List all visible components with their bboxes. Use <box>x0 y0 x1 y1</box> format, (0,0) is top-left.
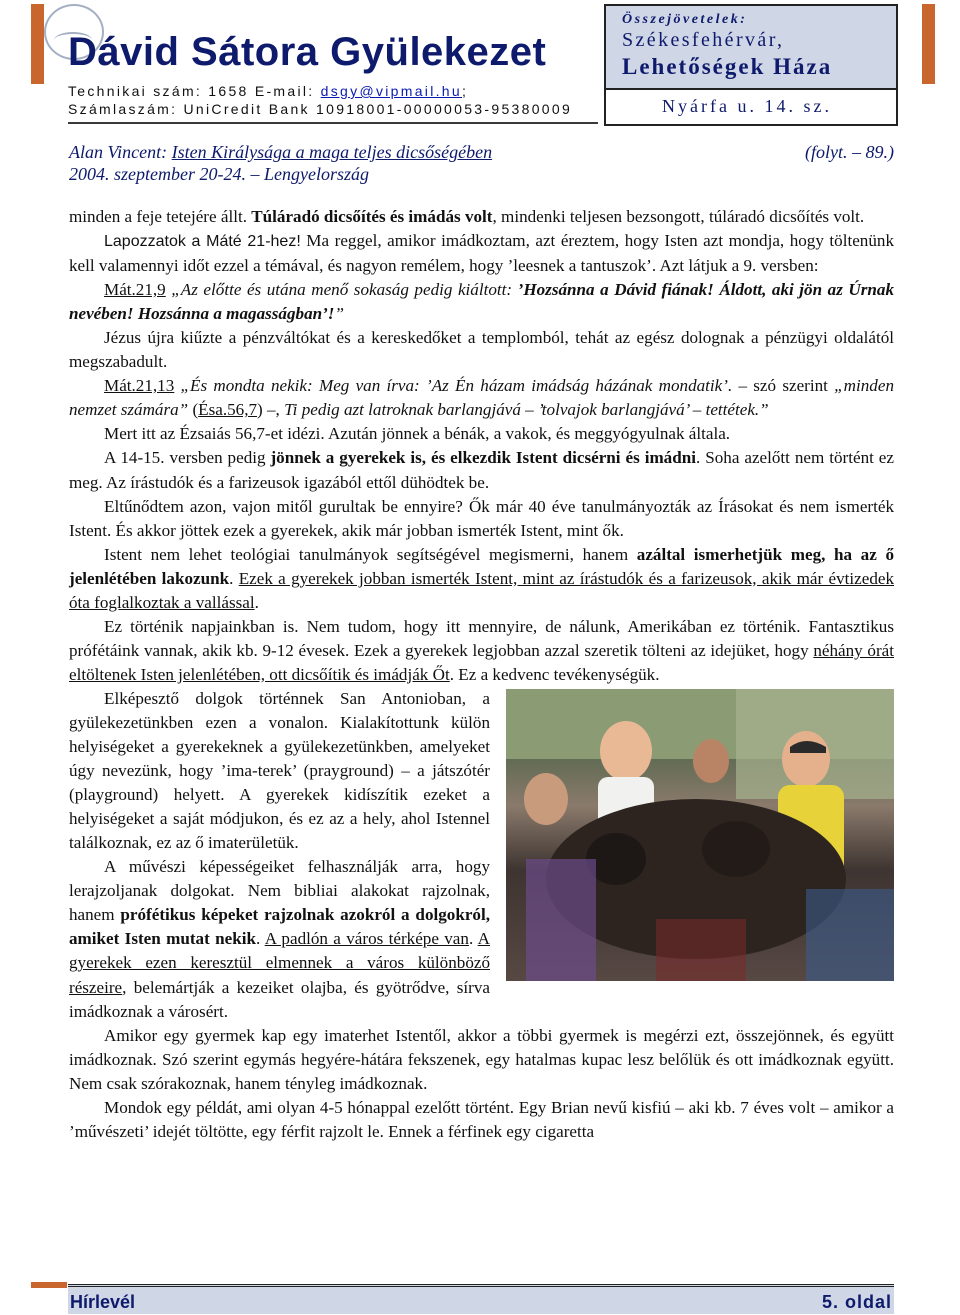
photo-person <box>782 731 830 787</box>
text-run: Mert itt az Ézsaiás 56,7-et idézi. Azután jönnek a bénák, a vakok, és meggyógyulnak általa. <box>104 424 731 444</box>
text-run: . <box>256 929 265 949</box>
text-run: „És mondta nekik: Meg van írva: ’Az Én házam imádság házának mondatik’. <box>174 376 733 396</box>
meetings-divider <box>606 88 896 90</box>
article-date: 2004. szeptember 20-24. – Lengyelország <box>69 164 369 184</box>
paragraph <box>69 374 894 422</box>
text-run: Lapozzatok a Máté 21-hez! <box>104 233 301 251</box>
paragraph <box>69 1024 894 1096</box>
photo-crowd <box>526 859 596 981</box>
text-run: Elképesztő dolgok történnek San Antonioban, a gyülekezetünkben ezen a vonalon. Kialakítottunk külön helyiségeket a gyerekeknek a gyülekezetünkben, amelyeket úgy nevezünk, hogy ’ima-terek’ (prayground) – a játszótér (playground) helyett. A gyerekek kidíszítik ezeket a helyiségeket a saját módjukon, és ez az a hely, ahol Istennel találkoznak, ez az ő imaterületük. <box>69 688 490 853</box>
text-run: Ez történik napjainkban is. Nem tudom, hogy itt mennyire, de nálunk, Amerikában ez történik. Fantasztikus prófétáink vannak, akik kb. 9-12 évesek. Ezek a gyerekek legjobban azzal szeretik tölteni az idejüket, hogy <box>69 616 894 660</box>
text-run: , belemártják a kezeiket olajba, és gyötrődve, sírva imádkoznak a városért. <box>69 977 490 1021</box>
photo-crowd <box>656 919 746 981</box>
header-accent-bar-left <box>31 4 44 84</box>
children-praying-photo <box>506 689 894 981</box>
meetings-box <box>604 4 898 126</box>
text-run: A padlón a város térképe van <box>264 929 469 949</box>
footer-accent-bar <box>31 1282 67 1288</box>
article-heading <box>69 142 894 163</box>
paragraph <box>69 1096 894 1144</box>
meetings-city: Székesfehérvár, <box>622 29 785 51</box>
text-run: Túláradó dicsőítés és imádás volt <box>251 207 493 226</box>
text-run: ) –, <box>257 400 285 420</box>
email-suffix: ; <box>461 83 469 99</box>
meetings-place: Lehetőségek Háza <box>622 54 833 79</box>
text-run: . <box>468 929 478 949</box>
photo-frame <box>506 689 894 981</box>
paragraph <box>69 205 894 229</box>
paragraph <box>69 615 894 687</box>
photo-person <box>693 739 729 783</box>
paragraph <box>69 326 894 374</box>
text-run: – szó szerint <box>732 376 835 396</box>
page-number: 5. oldal <box>821 1292 892 1312</box>
text-run: Istent nem lehet teológiai tanulmányok segítségével megismerni, hanem <box>104 544 637 564</box>
text-run: . <box>254 592 259 612</box>
text-run: prófétikus képeket rajzolnak azokról a dolgokról, amiket Isten mutat nekik <box>69 905 490 949</box>
contact-line <box>68 83 468 99</box>
text-run: . Ez a kedvenc tevékenységük. <box>449 664 660 684</box>
paragraph <box>69 446 894 494</box>
text-run: A gyerekek ezen keresztül elmennek a város különböző részeire <box>69 929 490 997</box>
article-title-link[interactable]: Isten Királysága a maga teljes dicsőségében <box>171 142 493 162</box>
bible-reference-link[interactable]: Mát.21,9 <box>104 280 166 300</box>
text-run: jönnek a gyerekek is, és elkezdik Istent dicsérni és imádni <box>270 448 696 468</box>
paragraph <box>69 543 894 615</box>
article-continued-label: (folyt. – 89.) <box>805 142 894 162</box>
text-run: minden a feje tetejére állt. <box>69 207 252 226</box>
bank-account-line: Számlaszám: UniCredit Bank 10918001-00000053-95380009 <box>68 101 573 117</box>
text-run: . <box>229 568 239 588</box>
text-run: ( <box>188 400 199 420</box>
page-footer <box>68 1284 894 1314</box>
footer-newsletter-label: Hírlevél <box>70 1292 136 1312</box>
photo-crowd <box>806 889 894 981</box>
paragraph <box>69 278 894 326</box>
meetings-address: Nyárfa u. 14. sz. <box>662 96 832 116</box>
text-run: , mindenki teljesen bezsongott, túláradó dicsőítés volt. <box>492 207 865 226</box>
text-run: néhány órát eltöltenek Isten jelenlétében, ott dicsőítik és imádják Őt <box>69 640 894 684</box>
text-run: Mondok egy példát, ami olyan 4-5 hónappal ezelőtt történt. Egy Brian nevű kisfiú – aki kb. 7 éves volt – amikor a ’művészeti’ idejét töltötte, egy férfit rajzolt le. Ennek a férfinek egy cigaretta <box>69 1097 894 1141</box>
text-run: . Soha azelőtt nem történt ez meg. Az írástudók és a farizeusok igazából ettől dühödtek be. <box>69 448 894 492</box>
text-run: Jézus újra kiűzte a pénzváltókat és a kereskedőket a templomból, tehát az egész dolognak a pénzügyi oldalától megszabadult. <box>69 328 894 372</box>
text-run: ” <box>334 304 344 324</box>
bible-reference-link[interactable]: Mát.21,13 <box>104 376 175 396</box>
article-body <box>69 205 894 1144</box>
text-run: „minden nemzet számára” <box>69 376 894 420</box>
photo-crowd <box>702 821 770 877</box>
text-run: azáltal ismerhetjük meg, ha az ő jelenlétében lakozunk <box>69 544 894 588</box>
paragraph <box>69 422 894 446</box>
meetings-panel <box>606 6 896 88</box>
header-accent-bar-right <box>922 4 935 84</box>
text-run: Ti pedig azt latroknak barlangjává – ’tolvajok barlangjává’ – tettétek.” <box>284 400 769 420</box>
text-run: Ezek a gyerekek jobban ismerték Istent, mint az írástudók és a farizeusok, akik már évtizedek óta foglalkoztak a vallással <box>69 568 895 612</box>
photo-person <box>600 721 652 781</box>
text-run: Ma reggel, amikor imádkoztam, azt éreztem, hogy Isten azt mondja, hogy töltenünk kell valamennyi időt ezzel a témával, és nagyon remélem, hogy ’leesnek a tantuszok’. Azt látjuk a 9. versben: <box>69 231 894 276</box>
meetings-caption: Összejövetelek: <box>622 12 748 27</box>
text-run: A művészi képességeiket felhasználják arra, hogy lerajzoljanak dolgokat. Nem bibliai alakokat rajzolnak, hanem <box>69 857 490 925</box>
photo-person <box>524 773 568 825</box>
paragraph <box>69 495 894 543</box>
text-run: A 14-15. versben pedig <box>104 448 271 468</box>
phone-label: Technikai szám: 1658 E-mail: <box>68 83 321 99</box>
article-author: Alan Vincent: <box>69 142 172 162</box>
text-run: ’Hozsánna a Dávid fiának! Áldott, aki jön az Úrnak nevében! Hozsánna a magasságban’! <box>69 280 895 324</box>
header-divider <box>68 122 598 124</box>
paragraph <box>69 229 894 278</box>
text-run: Eltűnődtem azon, vajon mitől gurultak be ennyire? Ők már 40 éve tanulmányozták az Írásokat és nem ismerték Istent. És akkor jöttek ezek a gyerekek, akik már jobban ismerték Istent, mint ők. <box>69 496 894 540</box>
text-run: „Az előtte és utána menő sokaság pedig kiáltott: <box>165 280 518 300</box>
bible-reference-link[interactable]: Ésa.56,7 <box>198 400 258 420</box>
newsletter-title: Dávid Sátora Gyülekezet <box>68 30 547 74</box>
photo-illustration <box>506 689 894 981</box>
email-link[interactable]: dsgy@vipmail.hu <box>320 83 462 99</box>
text-run: Amikor egy gyermek kap egy imaterhet Istentől, akkor a többi gyermek is megérzi ezt, összejönnek, és együtt imádkoznak. Szó szerint egymás hegyére-hátára fekszenek, egy hatalmas kupac lesz belőlük és ott imádkoznak együtt. Nem csak szórakoznak, hanem tényleg imádkoznak. <box>69 1025 894 1093</box>
